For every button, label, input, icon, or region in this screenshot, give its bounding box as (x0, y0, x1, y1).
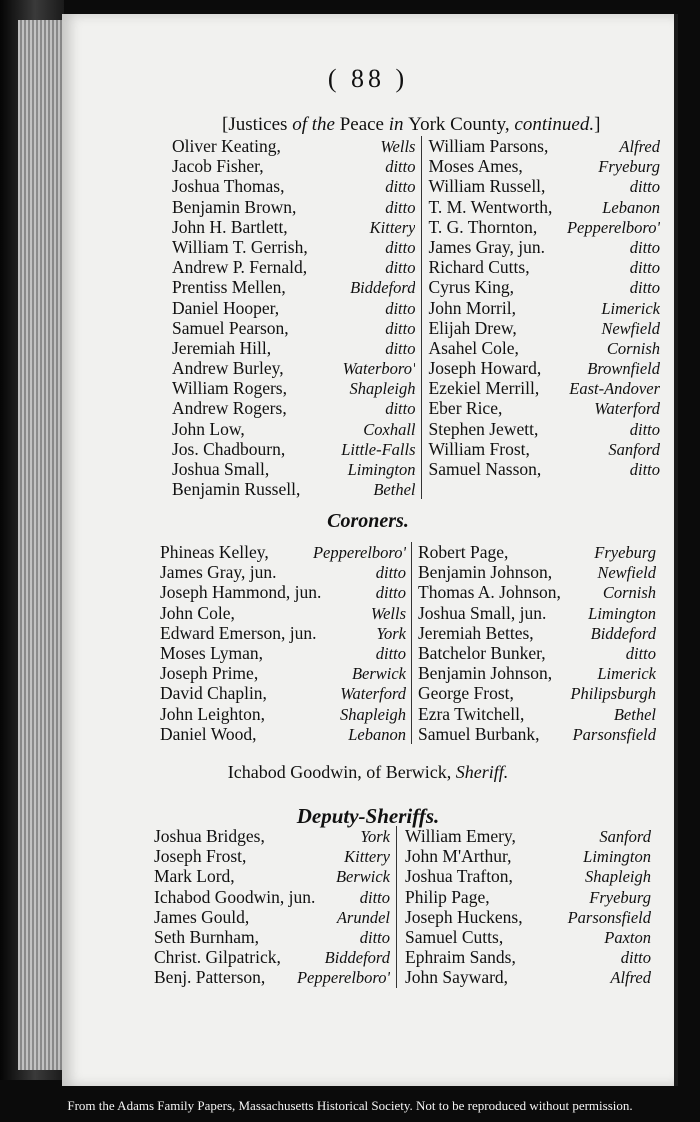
entry-row (428, 217, 660, 237)
entry-place: Shapleigh (585, 867, 651, 887)
entry-place: Waterboro' (342, 359, 416, 379)
entry-place: ditto (629, 278, 660, 298)
entry-place: Waterford (594, 399, 660, 419)
entry-row (154, 846, 390, 866)
entry-row (160, 724, 406, 744)
entry-place: Paxton (604, 927, 651, 947)
entry-row (428, 156, 660, 176)
entry-place: ditto (375, 563, 406, 583)
entry-place: ditto (375, 643, 406, 663)
entry-row (428, 197, 660, 217)
entry-place: Parsonsfield (572, 724, 656, 744)
entry-row (154, 927, 390, 947)
deputy-sheriffs-heading: Deputy-Sheriffs. (296, 804, 440, 828)
entry-place: Kittery (369, 217, 416, 237)
entry-place: ditto (385, 258, 416, 278)
entry-place: ditto (375, 583, 406, 603)
entry-name: John Low, (172, 418, 245, 439)
entry-name: Phineas Kelley, (160, 542, 269, 562)
entry-place: Lebanon (348, 724, 406, 744)
entry-name: Joseph Frost, (154, 846, 247, 867)
entry-row (172, 197, 415, 217)
entry-row (172, 277, 415, 297)
entry-row (428, 338, 660, 358)
entry-place: ditto (385, 318, 416, 338)
entry-row (418, 603, 656, 623)
entry-name: Benjamin Johnson, (418, 663, 553, 684)
entry-row (428, 378, 660, 398)
entry-name: Daniel Wood, (160, 723, 257, 744)
entry-row (172, 378, 415, 398)
entry-place: Biddeford (324, 948, 390, 968)
entry-row (172, 439, 415, 459)
entry-name: Mark Lord, (154, 866, 235, 887)
running-head (222, 114, 600, 136)
entry-row (154, 907, 390, 927)
entry-place: Sanford (608, 439, 660, 459)
sheriff-name: Ichabod Goodwin, of Berwick, (227, 762, 456, 782)
entry-name: Asahel Cole, (428, 337, 519, 358)
entry-place: Brownfield (587, 359, 660, 379)
coroners-list (160, 542, 660, 744)
entry-place: Limington (588, 603, 656, 623)
entry-place: Limerick (597, 664, 656, 684)
entry-name: William Parsons, (428, 136, 549, 156)
running-head-continued: continued. (514, 114, 595, 135)
entry-place: Kittery (344, 847, 390, 867)
entry-name: Joseph Hammond, jun. (160, 582, 322, 603)
entry-place: York (360, 827, 390, 846)
entry-name: Robert Page, (418, 542, 509, 562)
running-head-in: in (384, 114, 409, 135)
entry-place: Bethel (373, 480, 416, 500)
entry-place: Cornish (602, 583, 656, 603)
entry-name: Joshua Trafton, (405, 866, 513, 887)
entry-name: Philip Page, (405, 886, 490, 907)
entry-name: Cyrus King, (428, 277, 515, 298)
entry-row (428, 176, 660, 196)
entry-place: ditto (625, 643, 656, 663)
entry-name: George Frost, (418, 683, 514, 704)
entry-name: James Gray, jun. (428, 236, 545, 257)
entry-place: ditto (629, 419, 660, 439)
entry-name: Samuel Pearson, (172, 317, 289, 338)
entry-place: ditto (629, 177, 660, 197)
entry-name: William Emery, (405, 826, 516, 846)
entry-name: William Russell, (428, 176, 546, 197)
entry-row (405, 907, 651, 927)
entry-row (418, 663, 656, 683)
entry-place: Limington (583, 847, 651, 867)
entry-row (172, 257, 415, 277)
entry-row (428, 237, 660, 257)
entry-name: Ichabod Goodwin, jun. (154, 886, 316, 907)
entry-name: Seth Burnham, (154, 926, 259, 947)
entry-place: Bethel (613, 704, 656, 724)
justices-right-column (421, 136, 660, 499)
entry-row (428, 419, 660, 439)
entry-row (160, 623, 406, 643)
deputy-sheriffs-left-column (154, 826, 396, 988)
entry-row (160, 603, 406, 623)
entry-row (160, 582, 406, 602)
entry-name: John Sayward, (405, 967, 509, 988)
entry-place: ditto (629, 460, 660, 479)
entry-place: Coxhall (363, 419, 416, 439)
entry-row (428, 358, 660, 378)
entry-place: ditto (629, 258, 660, 278)
entry-row (172, 298, 415, 318)
entry-name: James Gould, (154, 906, 250, 927)
entry-row (418, 562, 656, 582)
sheriff-line (62, 762, 674, 783)
entry-place: ditto (629, 237, 660, 257)
entry-place: ditto (620, 948, 651, 968)
entry-row (418, 643, 656, 663)
entry-place: ditto (385, 298, 416, 318)
entry-place: East-Andover (569, 379, 660, 399)
running-head-word-justices: Justices (228, 114, 288, 135)
entry-row (172, 398, 415, 418)
entry-name: Edward Emerson, jun. (160, 622, 317, 643)
coroners-heading: Coroners. (327, 510, 409, 532)
entry-row (405, 947, 651, 967)
entry-place: ditto (385, 177, 416, 197)
entry-place: York (376, 623, 406, 643)
entry-name: Jeremiah Hill, (172, 337, 272, 358)
coroners-right-column (411, 542, 656, 744)
entry-place: Alfred (610, 968, 651, 988)
entry-row (405, 967, 651, 987)
entry-place: ditto (385, 237, 416, 257)
entry-name: Joseph Prime, (160, 663, 259, 684)
entry-name: Joshua Thomas, (172, 176, 285, 197)
running-head-close-bracket: ] (594, 114, 601, 135)
entry-name: T. M. Wentworth, (428, 196, 553, 217)
entry-name: David Chaplin, (160, 683, 267, 704)
entry-name: Jos. Chadbourn, (172, 438, 286, 459)
entry-place: Alfred (619, 137, 660, 156)
page-number: ( 88 ) (327, 64, 409, 93)
running-head-open-bracket: [ (222, 114, 229, 135)
running-head-county: York County, (408, 114, 515, 135)
entry-row (172, 419, 415, 439)
entry-place: Limington (347, 460, 416, 479)
running-head-word-peace: Peace (339, 114, 384, 135)
entry-row (160, 542, 406, 562)
entry-place: Arundel (336, 907, 390, 927)
book-page (62, 14, 678, 1086)
entry-name: Jeremiah Bettes, (418, 622, 534, 643)
entry-row (172, 479, 415, 499)
entry-name: Joshua Small, jun. (418, 602, 547, 623)
entry-place: Sanford (599, 827, 651, 846)
entry-name: Prentiss Mellen, (172, 277, 286, 298)
entry-row (405, 846, 651, 866)
entry-name: T. G. Thornton, (428, 216, 538, 237)
entry-row (418, 683, 656, 703)
deputy-sheriffs-list (154, 826, 654, 988)
entry-row (154, 947, 390, 967)
archive-footer-notice: From the Adams Family Papers, Massachusetts Historical Society. Not to be reproduced without permission. (67, 1098, 633, 1113)
entry-name: Ezekiel Merrill, (428, 378, 540, 399)
sheriff-title: Sheriff. (455, 762, 509, 782)
entry-row (418, 582, 656, 602)
justices-list (172, 136, 660, 499)
entry-name: Benj. Patterson, (154, 967, 266, 988)
entry-place: ditto (359, 927, 390, 947)
entry-place: Limerick (601, 298, 660, 318)
entry-name: Richard Cutts, (428, 257, 530, 278)
entry-row (405, 866, 651, 886)
entry-row (428, 398, 660, 418)
entry-row (160, 704, 406, 724)
entry-name: John M'Arthur, (405, 846, 512, 867)
entry-name: Ezra Twitchell, (418, 703, 525, 724)
entry-place: Biddeford (590, 623, 656, 643)
entry-name: Stephen Jewett, (428, 418, 539, 439)
entry-name: Joseph Howard, (428, 358, 542, 379)
entry-row (154, 967, 390, 987)
entry-name: Daniel Hooper, (172, 297, 280, 318)
page-stack-edges (18, 20, 66, 1070)
entry-name: Oliver Keating, (172, 136, 281, 156)
entry-place: Little-Falls (341, 439, 416, 459)
entry-name: Andrew Rogers, (172, 398, 287, 419)
deputy-sheriffs-right-column (396, 826, 651, 988)
entry-name: John Morril, (428, 297, 516, 318)
entry-row (154, 866, 390, 886)
entry-name: Benjamin Brown, (172, 196, 297, 217)
entry-row (172, 217, 415, 237)
running-head-of-the: of the (287, 114, 340, 135)
entry-row (160, 643, 406, 663)
entry-row (428, 298, 660, 318)
entry-row (405, 887, 651, 907)
entry-name: Moses Ames, (428, 156, 523, 177)
entry-place: ditto (385, 197, 416, 217)
entry-name: Thomas A. Johnson, (418, 582, 561, 603)
entry-place: Philipsburgh (570, 684, 656, 704)
entry-row (418, 542, 656, 562)
entry-name: Joshua Small, (172, 459, 270, 479)
entry-name: William Rogers, (172, 378, 287, 399)
entry-row (418, 623, 656, 643)
entry-place: Lebanon (602, 197, 660, 217)
entry-name: Christ. Gilpatrick, (154, 947, 281, 968)
entry-place: Berwick (335, 867, 390, 887)
entry-place: Wells (370, 603, 406, 623)
entry-row (418, 724, 656, 744)
entry-name: Samuel Cutts, (405, 926, 504, 947)
entry-name: Samuel Nasson, (428, 459, 542, 479)
entry-place: Parsonsfield (567, 907, 651, 927)
entry-row (172, 338, 415, 358)
entry-row (428, 439, 660, 459)
entry-row (172, 318, 415, 338)
entry-name: Moses Lyman, (160, 642, 264, 663)
entry-place: Fryeburg (589, 887, 651, 907)
entry-row (418, 704, 656, 724)
entry-place: Pepperelboro' (312, 543, 406, 562)
entry-place: Waterford (340, 684, 406, 704)
entry-name: Benjamin Johnson, (418, 562, 553, 583)
entry-name: Ephraim Sands, (405, 947, 516, 968)
entry-row (154, 887, 390, 907)
entry-place: Cornish (606, 338, 660, 358)
entry-place: Newfield (597, 563, 656, 583)
entry-name: Andrew Burley, (172, 358, 284, 379)
entry-name: Jacob Fisher, (172, 156, 264, 177)
entry-name: Andrew P. Fernald, (172, 257, 308, 278)
entry-row (172, 237, 415, 257)
entry-name: John H. Bartlett, (172, 216, 288, 237)
entry-row (428, 136, 660, 156)
entry-name: William Frost, (428, 438, 530, 459)
entry-place: ditto (385, 338, 416, 358)
entry-name: John Leighton, (160, 703, 265, 724)
justices-left-column (172, 136, 421, 499)
entry-row (405, 927, 651, 947)
entry-name: Benjamin Russell, (172, 479, 301, 500)
entry-row (172, 459, 415, 479)
entry-name: Samuel Burbank, (418, 723, 540, 744)
entry-name: Eber Rice, (428, 398, 503, 419)
entry-place: Pepperelboro' (566, 217, 660, 237)
entry-place: Shapleigh (340, 704, 406, 724)
entry-row (172, 358, 415, 378)
entry-row (172, 176, 415, 196)
entry-place: Shapleigh (349, 379, 416, 399)
coroners-left-column (160, 542, 411, 744)
entry-name: John Cole, (160, 602, 235, 623)
entry-row (405, 826, 651, 846)
entry-name: Joseph Huckens, (405, 906, 523, 927)
entry-name: James Gray, jun. (160, 562, 277, 583)
entry-row (428, 459, 660, 479)
entry-place: Newfield (601, 318, 660, 338)
entry-row (160, 683, 406, 703)
entry-place: Wells (380, 137, 416, 156)
entry-place: ditto (359, 887, 390, 907)
entry-name: Joshua Bridges, (154, 826, 265, 846)
entry-place: Pepperelboro' (296, 968, 390, 988)
entry-place: Fryeburg (594, 543, 656, 562)
entry-name: Elijah Drew, (428, 317, 517, 338)
entry-row (172, 156, 415, 176)
entry-place: Berwick (351, 664, 406, 684)
entry-row (428, 318, 660, 338)
entry-name: William T. Gerrish, (172, 236, 308, 257)
entry-name: Batchelor Bunker, (418, 642, 546, 663)
entry-row (172, 136, 415, 156)
entry-row (428, 257, 660, 277)
entry-row (154, 826, 390, 846)
entry-place: Fryeburg (598, 157, 660, 177)
entry-row (160, 562, 406, 582)
entry-row (428, 277, 660, 297)
entry-place: ditto (385, 399, 416, 419)
entry-place: Biddeford (350, 278, 416, 298)
entry-place: ditto (385, 157, 416, 177)
entry-row (160, 663, 406, 683)
